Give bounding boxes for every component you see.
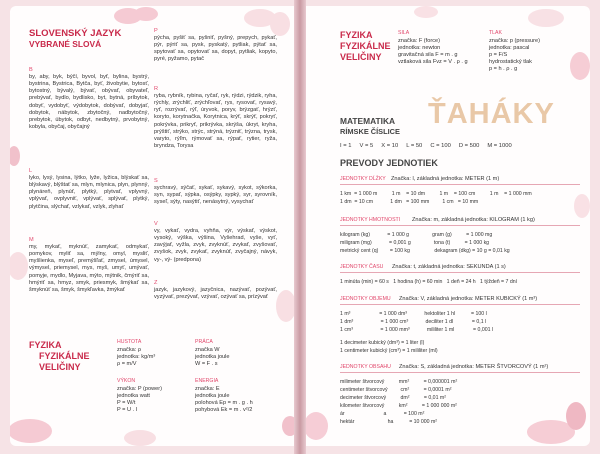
hustota-line-3: ρ = m/V (117, 361, 137, 367)
math-subtitle: RÍMSKE ČÍSLICE (340, 127, 400, 136)
vykon-line-4: P = U . I (117, 407, 138, 413)
volume-row-2: 1 dm³ = 1 000 cm³ deciliter 1 dl = 0,1 l (340, 319, 487, 325)
mass-row-1: kilogram (kg) = 1 000 g gram (g) = 1 000 mg (340, 232, 493, 238)
area-row-1: milimeter štvorcový mm² = 0,000001 m² (340, 379, 458, 385)
right-page (306, 6, 590, 446)
area-head: JEDNOTKY OBSAHU (340, 364, 391, 370)
roman-numerals: I = 1 V = 5 X = 10 L = 50 C = 100 D = 500 M = 1000 (340, 143, 512, 149)
sila-line-2: jednotka: newton (398, 45, 441, 51)
praca-label: PRÁCA (195, 339, 213, 345)
letter-p: P (154, 28, 158, 34)
length-row-2: 1 dm = 10 cm 1 dm = 100 mm 1 cm = 10 mm (340, 199, 479, 205)
divider (340, 372, 580, 373)
letter-l: L (29, 168, 33, 174)
vykon-label: VÝKON (117, 378, 136, 384)
units-title: PREVODY JEDNOTIEK (340, 158, 438, 168)
area-row-5: ár a = 100 m² (340, 411, 425, 417)
length-head: JEDNOTKY DĹŽKY (340, 176, 386, 182)
letter-z: Z (154, 280, 158, 286)
area-row-4: kilometer štvorcový km² = 1 000 000 m² (340, 403, 457, 409)
words-b: by, aby, byk, býčí, byvol, byť, bylina, bystrý, bystrina, Bystrica, Bytča, byť, živobytie, bytosť, bytostný, bývalý, bývať, obývať, obyvateľ, prebývať, bydlo, bydlisko, byt, bytná, príbytok, dobyť, vydobyť, výdobytok, dobývať, dobyjať, dobytok, nábytok, zbytočný, nadbytočný, prebytok, úbytok, odbyt, nedbytný, prvobytný, kobyla, obyčaj, obyčajný (29, 74, 149, 131)
volume-row-1: 1 m³ = 1 000 dm³ hektoliter 1 hl = 100 l (340, 311, 487, 317)
energia-line-4: pohybová Ek = m . v²/2 (195, 407, 253, 413)
sila-line-3: gravitačná sila F = m . g (398, 52, 458, 58)
divider (340, 184, 580, 185)
physics-title-r-1: FYZIKA (340, 30, 373, 40)
tlak-line-1: značka: p (pressure) (489, 38, 540, 44)
length-row-1: 1 km = 1 000 m 1 m = 10 dm 1 m = 100 cm 1 m = 1 000 mm (340, 191, 532, 197)
divider (340, 272, 580, 273)
area-row-2: centimeter štvorcový cm² = 0,0001 m² (340, 387, 452, 393)
letter-r: R (154, 86, 159, 92)
energia-line-2: jednotka joule (195, 393, 230, 399)
tlak-line-5: p = h . ρ . g (489, 66, 518, 72)
words-m: my, mykať, myknúť, zamykať, odmykať, pomykov, myliť sa, mýlny, omyl, mysliť, myšlienka, myseľ, premýšľať, zmysel, úmysel, výmysel, priemysel, mys, myš, umyť, umývať, pomyje, mydlo, Myjava, mýto, mýtnik, čmýriť sa, hmýriť sa, hmyz, smyk, priesmyk, šmýkať sa, šmyknúť sa, šmyk, šmykľavka, žmýkať (29, 244, 149, 293)
volume-row-4: 1 decimeter kubický (dm³) = 1 liter (l) (340, 340, 425, 346)
words-l: lyko, lysý, lysina, lýtko, lyže, lyžica, blýskať sa, blýskavý, blýštať sa, mlyn, mlynica, plyn, plynný, plynáreň, plynúť, plytký, plytvať, vplyvný, vplývať, ovplyvniť, vplývať, splývať, plytký, plytčina, slýchať, vzlykať, vzlyk, zlyhať (29, 175, 149, 210)
tlak-line-2: jednotka: pascal (489, 45, 530, 51)
length-sub: Značka: l, základná jednotka: METER (1 m) (391, 176, 500, 182)
words-v: vy, vykať, vydra, vyhňa, výr, výskať, výskot, vysoký, výška, výšina, Vyšehrad, vyše, vyť, zavýjať, vyžla, zvyk, zvyknúť, zvykať, zvyšovať, zvyšok, zvyk, zvykať, zvyknúť, zvyčajný, návyk, vy-, vý- (predpona) (154, 228, 277, 263)
energia-line-3: polohová Ep = m . g . h (195, 400, 253, 406)
letter-s: S (154, 178, 158, 184)
sila-line-1: značka: F (force) (398, 38, 440, 44)
slovak-title: SLOVENSKÝ JAZYK (29, 28, 122, 39)
words-r: ryba, rybník, rybina, ryčať, ryk, rýdzi, rýdzik, ryha, rýchly, zrýchliť, zrýchľovať, rys, rysovať, rysavý, ryť, rozrývať, rýľ, úryvok, poryv, brýzgať, hrýzť, koryto, korytnačka, Korytnica, krýť, skrýť, pokryť, pokrývka, prikryť, prikrývka, skrýša, úkryt, kryha, prýštiť, strýko, strýc, strýná, trýzniť, trýzna, trysk, varyto, rýľm, rýmovať sa, rýpať, rytier, ryža, bryndza, Torysa (154, 93, 277, 150)
divider (340, 304, 580, 305)
physics-title-1: FYZIKA (29, 340, 62, 350)
praca-line-1: značka W (195, 347, 220, 353)
divider (340, 225, 580, 226)
volume-sub: Značka: V, základná jednotka: METER KUBICKÝ (1 m³) (399, 296, 538, 302)
letter-v: V (154, 221, 158, 227)
tlak-label: TLAK (489, 30, 502, 36)
sila-label: SILA (398, 30, 410, 36)
mass-row-3: metrický cent (q) = 100 kg dekagram (dkg) = 10 g = 0,01 kg (340, 248, 510, 254)
hustota-line-2: jednotka: kg/m³ (117, 354, 156, 360)
hustota-line-1: značka: ρ (117, 347, 142, 353)
volume-row-5: 1 centimeter kubický (cm³) = 1 mililiter (ml) (340, 348, 438, 354)
sila-line-4: vztlaková sila Fvz = V . ρ . g (398, 59, 468, 65)
tlak-line-3: p = F/S (489, 52, 508, 58)
area-row-3: decimeter štvorcový dm² = 0,01 m² (340, 395, 446, 401)
area-row-6: hektár ha = 10 000 m² (340, 419, 438, 425)
vykon-line-2: jednotka watt (117, 393, 150, 399)
tahaky-title: ŤAHÁKY (428, 98, 555, 130)
tlak-line-4: hydrostatický tlak (489, 59, 532, 65)
book-spine (294, 0, 306, 454)
left-page (10, 6, 294, 446)
volume-row-3: 1 cm³ = 1 000 mm³ mililiter 1 ml = 0,001 l (340, 327, 494, 333)
time-row-1: 1 minúta (min) = 60 s 1 hodina (h) = 60 min 1 deň = 24 h 1 týždeň = 7 dní (340, 279, 518, 285)
volume-head: JEDNOTKY OBJEMU (340, 296, 391, 302)
energia-label: ENERGIA (195, 378, 219, 384)
praca-line-3: W = F . s (195, 361, 218, 367)
mass-head: JEDNOTKY HMOTNOSTI (340, 217, 401, 223)
butterfly-decoration-left (10, 6, 294, 446)
vykon-line-3: P = W/t (117, 400, 136, 406)
physics-title-2: FYZIKÁLNE (39, 351, 90, 361)
mass-sub: Značka: m, základná jednotka: KILOGRAM (1 kg) (412, 217, 535, 223)
praca-line-2: jednotka joule (195, 354, 230, 360)
physics-title-r-2: FYZIKÁLNE (340, 41, 391, 51)
words-p: pýcha, pyšiť sa, pyšniť, pyšný, prepych, pykať, pýr, pýriť sa, pysk, pyskatý, pytliak, pýtať sa, spytovať sa, opytovať sa, dopyt, pytliak, kopyto, pyré, pyžamo, pytač (154, 35, 277, 63)
words-z: jazyk, jazykový, jazyčnica, nazývať, pozývať, vyzývať, prezývať, vzývať, ozývať sa, prízývať (154, 287, 277, 301)
mass-row-2: miligram (mg) = 0,001 g tona (t) = 1 000 kg (340, 240, 490, 246)
words-s: sychravý, sýčať, sykať, sykavý, sykot, sýkorka, syn, sypať, sýpka, osýpky, sypký, syr, syrovník, syseľ, sýty, nasýtiť, nenásytný, vysychať (154, 185, 277, 206)
time-sub: Značka: t, základná jednotka: SEKUNDA (1 s) (392, 264, 506, 270)
letter-m: M (29, 237, 34, 243)
slovak-subtitle: VYBRANÉ SLOVÁ (29, 39, 102, 49)
physics-title-3: VELIČINY (39, 362, 81, 372)
time-head: JEDNOTKY ČASU (340, 264, 384, 270)
area-sub: Značka: S, základná jednotka: METER ŠTVORCOVÝ (1 m²) (399, 364, 549, 370)
physics-title-r-3: VELIČINY (340, 52, 382, 62)
energia-line-1: značka: E (195, 386, 220, 392)
letter-b: B (29, 67, 33, 73)
math-title: MATEMATIKA (340, 116, 396, 126)
vykon-line-1: značka: P (power) (117, 386, 162, 392)
hustota-label: HUSTOTA (117, 339, 142, 345)
